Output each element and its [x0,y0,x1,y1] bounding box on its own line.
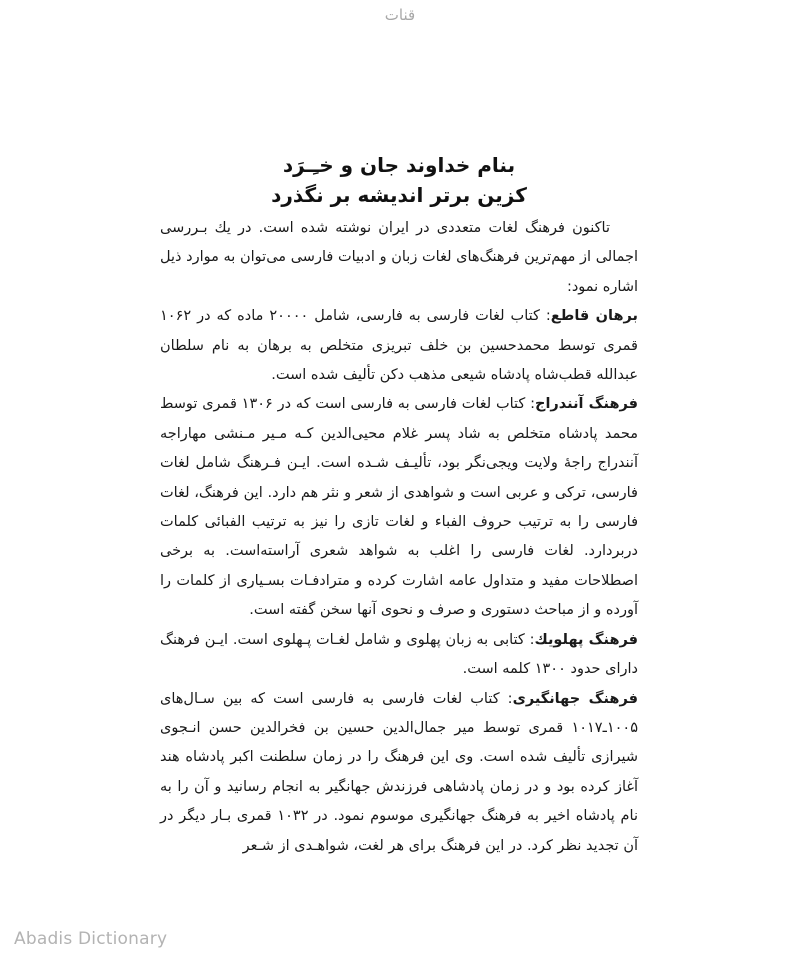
entry-term: فرهنگ پهلویك [534,631,639,648]
entry-anandraj [160,390,638,625]
title-line-2: کزین برتر اندیشه بر نگذرد [271,183,527,207]
entry-text: : کتاب لغات فارسی به فارسی است که در ۱۳۰۶ قمری توسط محمد پادشاه متخلص به شاد پسر غلام محیی‌الدین کـه مـیر مـنشی مهاراجه آنندراج راجهٔ ولایت ویجی‌نگر بود، تألیـف شـده است. ایـن فـرهنگ شامل لغات فارسی، ترکی و عربی است و شواهدی از شعر و نثر هم دارد. این فرهنگ، لغات فارسی را به ترتیب حروف الفباء و لغات تازی را نیز به ترتیب الفبائی کلمات دربردارد. لغات فارسی را اغلب به شواهد شعری آراسته‌است. به برخی اصطلاحات مفید و متداول عامه اشارت کرده و مترادفـات بسـیاری از کلمات را آورده و از مباحث دستوری و صرف و نحوی آنها سخن گفته است. [160,396,638,619]
entry-term: برهان قاطع [550,308,638,325]
entry-term: فرهنگ جهانگیری [512,690,638,707]
entry-text: : کتاب لغات فارسی به فارسی، شامل ۲۰۰۰۰ ماده که در ۱۰۶۲ قمری توسط محمدحسین بن خلف تبریزی متخلص به برهان به نام سلطان عبدالله قطب‌شاه پادشاه شیعی مذهب دکن تألیف شده است. [160,308,638,384]
entry-term: فرهنگ آنندراج [535,396,639,413]
entry-text: : کتابی به زبان پهلوی و شامل لغـات پـهلوی است. ایـن فرهنگ دارای حدود ۱۳۰۰ کلمه است. [160,631,638,678]
intro-paragraph: تاکنون فرهنگ لغات متعددی در ایران نوشته شده است. در یك بـررسی اجمالی از مهم‌ترین فرهنگ‌های لغات زبان و ادبیات فارسی می‌توان به موارد ذیل اشاره نمود: [160,220,638,295]
title-line-1: بنام خداوند جان و خـِـرَد [282,153,516,177]
entry-text: : کتاب لغات فارسی به فارسی است که بین سـال‌های ۱۰۰۵ـ۱۰۱۷ قمری توسط میر جمال‌الدین حسین بن فخرالدین حسن انـجوی شیرازی تألیف شده است. وی این فرهنگ را در زمان سلطنت اکبر پادشاه هند آغاز کرده بود و در زمان پادشاهی فرزندش جهانگیر به انجام رسانید و آن را به نام پادشاه اخیر به فرهنگ جهانگیری موسوم نمود. در ۱۰۳۲ قمری بـار دیگر در آن تجدید نظر کرد. در این فرهنگ برای هر لغت، شواهـدی از شـعر [160,690,638,854]
page-header-label: قنات [384,6,416,24]
entry-pahlavik [160,626,638,685]
entry-jahangiri [160,685,638,861]
abadis-watermark: Abadis Dictionary [14,929,168,949]
entry-borhan-qate [160,302,638,390]
document-page [160,150,638,861]
